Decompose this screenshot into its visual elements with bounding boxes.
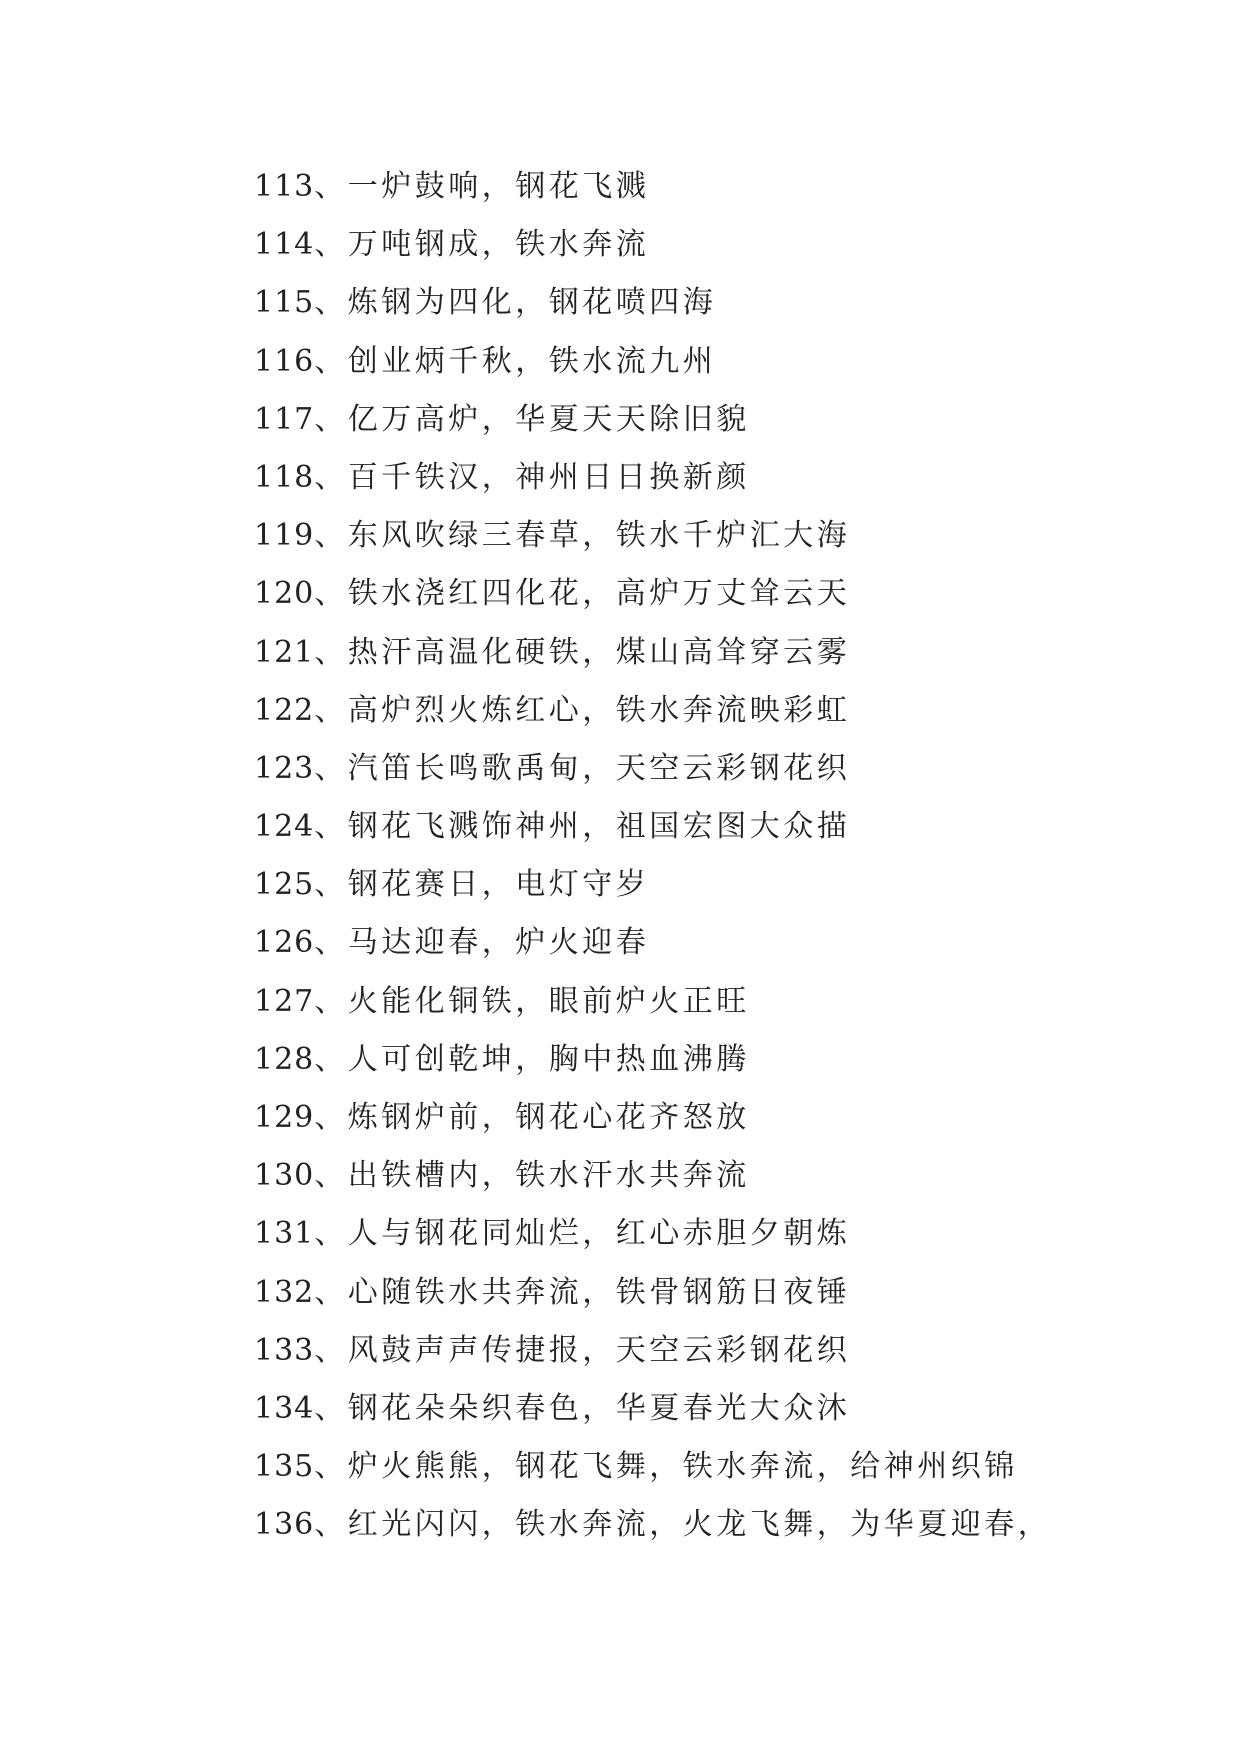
item-text: 热汗高温化硬铁，煤山高耸穿云雾 — [347, 634, 851, 670]
item-number: 123 — [254, 750, 315, 786]
item-number: 128 — [254, 1041, 315, 1077]
item-number: 131 — [254, 1216, 315, 1252]
item-text: 钢花赛日，电灯守岁 — [347, 867, 650, 903]
list-item — [254, 565, 1051, 623]
list-item — [254, 1322, 1051, 1380]
item-text: 出铁槽内，铁水汗水共奔流 — [347, 1158, 750, 1194]
item-number: 124 — [254, 809, 315, 845]
item-text: 一炉鼓响，钢花飞溅 — [347, 169, 650, 204]
list-item — [254, 624, 1051, 682]
list-item — [254, 856, 1051, 914]
item-separator: 、 — [314, 576, 348, 612]
item-separator: 、 — [314, 925, 348, 961]
item-number: 132 — [254, 1274, 315, 1310]
item-number: 116 — [254, 343, 315, 379]
item-separator: 、 — [314, 867, 348, 903]
item-text: 红光闪闪，铁水奔流，火龙飞舞，为华夏迎春， — [347, 1507, 1052, 1543]
item-separator: 、 — [314, 285, 348, 321]
list-item — [254, 682, 1051, 740]
item-text: 人可创乾坤，胸中热血沸腾 — [347, 1041, 750, 1077]
list-item — [254, 1147, 1051, 1205]
list-item — [254, 1031, 1051, 1089]
item-separator: 、 — [314, 459, 348, 495]
item-number: 125 — [254, 867, 315, 903]
item-separator: 、 — [314, 518, 348, 554]
item-separator: 、 — [314, 1274, 348, 1310]
item-text: 东风吹绿三春草，铁水千炉汇大海 — [347, 518, 851, 554]
list-item — [254, 740, 1051, 798]
item-number: 119 — [254, 518, 315, 554]
item-text: 亿万高炉，华夏天天除旧貌 — [347, 401, 750, 437]
item-separator: 、 — [314, 1507, 348, 1543]
item-number: 122 — [254, 692, 315, 728]
item-number: 134 — [254, 1390, 315, 1426]
item-text: 马达迎春，炉火迎春 — [347, 925, 650, 961]
item-text: 心随铁水共奔流，铁骨钢筋日夜锤 — [347, 1274, 851, 1310]
list-item — [254, 1380, 1051, 1438]
item-separator: 、 — [314, 1449, 348, 1485]
item-separator: 、 — [314, 809, 348, 845]
item-separator: 、 — [314, 401, 348, 437]
item-separator: 、 — [314, 1041, 348, 1077]
item-text: 汽笛长鸣歌禹甸，天空云彩钢花织 — [347, 750, 851, 786]
list-item — [254, 216, 1051, 274]
item-number: 120 — [254, 576, 315, 612]
item-number: 135 — [254, 1449, 315, 1485]
list-item — [254, 798, 1051, 856]
list-item — [254, 914, 1051, 972]
list-item — [254, 507, 1051, 565]
item-number: 127 — [254, 983, 315, 1019]
item-text: 炼钢炉前，钢花心花齐怒放 — [347, 1100, 750, 1135]
list-item — [254, 1264, 1051, 1322]
item-number: 136 — [254, 1507, 315, 1543]
item-number: 133 — [254, 1332, 315, 1368]
item-number: 118 — [254, 459, 315, 495]
item-number: 117 — [254, 401, 315, 437]
item-separator: 、 — [314, 227, 348, 263]
list-item — [254, 1438, 1051, 1496]
item-separator: 、 — [314, 692, 348, 728]
list-item — [254, 1205, 1051, 1263]
item-number: 130 — [254, 1158, 315, 1194]
item-text: 炼钢为四化，钢花喷四海 — [347, 285, 717, 321]
list-item — [254, 449, 1051, 507]
item-text: 创业炳千秋，铁水流九州 — [347, 343, 717, 379]
list-item — [254, 158, 1051, 216]
item-separator: 、 — [314, 343, 348, 379]
item-number: 115 — [254, 285, 315, 321]
item-separator: 、 — [314, 634, 348, 670]
list-item — [254, 274, 1051, 332]
item-number: 113 — [254, 169, 315, 204]
list-item — [254, 973, 1051, 1031]
item-separator: 、 — [314, 983, 348, 1019]
item-separator: 、 — [314, 1332, 348, 1368]
item-text: 炉火熊熊，钢花飞舞，铁水奔流，给神州织锦 — [347, 1449, 1018, 1485]
item-text: 火能化铜铁，眼前炉火正旺 — [347, 983, 750, 1019]
item-separator: 、 — [314, 1158, 348, 1194]
item-text: 铁水浇红四化花，高炉万丈耸云天 — [347, 576, 851, 612]
item-separator: 、 — [314, 1390, 348, 1426]
item-text: 高炉烈火炼红心，铁水奔流映彩虹 — [347, 692, 851, 728]
item-text: 万吨钢成，铁水奔流 — [347, 227, 650, 263]
item-number: 114 — [254, 227, 315, 263]
item-text: 钢花朵朵织春色，华夏春光大众沐 — [347, 1390, 851, 1426]
item-separator: 、 — [314, 750, 348, 786]
item-text: 百千铁汉，神州日日换新颜 — [347, 459, 750, 495]
item-text: 人与钢花同灿烂，红心赤胆夕朝炼 — [347, 1216, 851, 1252]
item-separator: 、 — [314, 1216, 348, 1252]
item-number: 129 — [254, 1100, 315, 1135]
item-separator: 、 — [314, 169, 348, 204]
list-item — [254, 333, 1051, 391]
item-separator: 、 — [314, 1100, 348, 1135]
list-item — [254, 391, 1051, 449]
couplet-list — [254, 158, 1051, 1555]
item-number: 121 — [254, 634, 315, 670]
item-text: 风鼓声声传捷报，天空云彩钢花织 — [347, 1332, 851, 1368]
item-text: 钢花飞溅饰神州，祖国宏图大众描 — [347, 809, 851, 845]
list-item — [254, 1496, 1051, 1554]
item-number: 126 — [254, 925, 315, 961]
list-item — [254, 1089, 1051, 1147]
